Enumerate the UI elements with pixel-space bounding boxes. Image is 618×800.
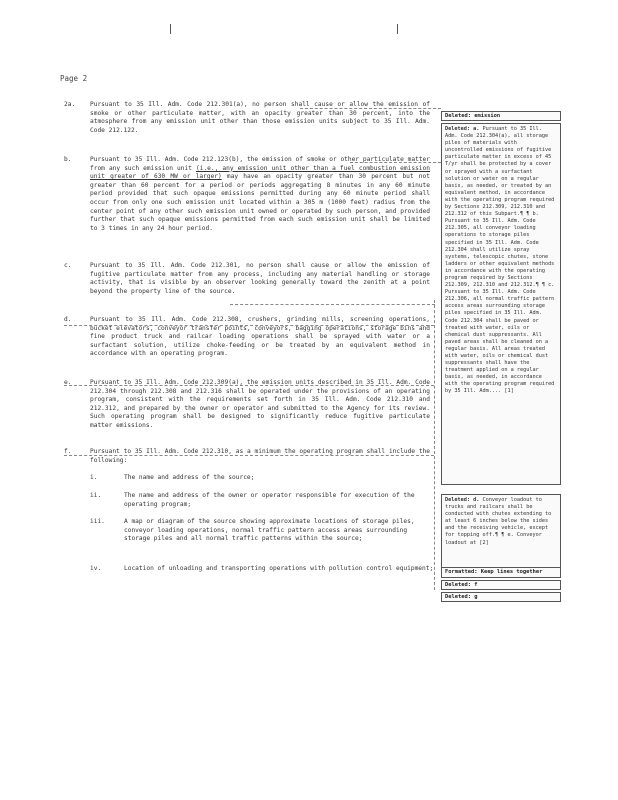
list-item-text: The name and address of the owner or operator responsible for execution of the operating program; <box>124 492 415 508</box>
text-run: Pursuant to 35 Ill. Adm. Code 212.123(b), the emission of smoke or other particulate matter from any such emission unit <box>90 156 430 172</box>
margin-comment-deleted[interactable] <box>441 580 561 590</box>
paragraph-label: 2a. <box>64 101 76 108</box>
comment-text: Conveyor loadout to trucks and railcars shall be conducted with chutes extending to at least 6 inches below the sides and the receiving vehicle, except for topping off.¶ ¶ e. Conveyor loadout at <box>445 497 552 546</box>
paragraph-text <box>90 156 430 233</box>
margin-comment-deleted[interactable] <box>441 592 561 602</box>
comment-leader-line <box>434 300 435 590</box>
margin-comment-deleted[interactable] <box>441 123 561 485</box>
paragraph-label: f. <box>64 448 72 455</box>
comment-title: Deleted: a. <box>445 126 480 132</box>
text-run: may have an opacity greater than 30 percent but not greater than 60 percent for a period or periods aggregating 8 minutes in any 60 minute period provided that such opaque emissions permitted during any 60 minute period shall occur from only one such emission unit located within a 305 m (1000 feet) radius from the center point of any other such emission unit owned or operated by such person, and provided further that such opaque emissions permitted from each such emission unit shall be limited to 3 times in any 24 hour period. <box>90 173 430 232</box>
paragraph-label: c. <box>64 262 72 269</box>
paragraph-label: b. <box>64 156 72 163</box>
comment-text: Pursuant to 35 Ill. Adm. Code 212.304(a), all storage piles of materials with uncontrolled emissions of fugitive particulate matter in excess of 45 T/yr shall be protected by a cover or sprayed with a surfactant solution or water on a regular basis, as needed, or treated by an equivalent method, in accordance with the operating program required by Sections 212.309, 212.310 and 212.312 of this Subpart.¶ ¶ b. Pursuant to 35 Ill. Adm. Code 212.305, all conveyor loading operations to storage piles specified in 35 Ill. Adm. Code 212.304 shall utilize spray systems, telescopic chutes, stone ladders or other equivalent methods in accordance with the operating program required by Sections 212.309, 212.310 and 212.312.¶ ¶ c. Pursuant to 35 Ill. Adm. Code 212.306, all normal traffic pattern access areas surrounding storage piles specified in 35 Ill. Adm. Code 212.304 shall be paved or treated with water, oils or chemical dust suppressants. All paved areas shall be cleaned on a regular basis. All areas treated with water, oils or chemical dust suppressants shall have the treatment applied on a regular basis, as needed, in accordance with the operating program required by 35 Ill. Adm.... <box>445 126 555 395</box>
paragraph-label: d. <box>64 316 72 323</box>
paragraph-text: Pursuant to 35 Ill. Adm. Code 212.301, no person shall cause or allow the emission of fugitive particulate matter from any process, including any material handling or storage activity, that is visible by an observer looking generally toward the zenith at a point beyond the property line of the source. <box>90 262 430 295</box>
punch-mark <box>170 24 171 34</box>
margin-comment-deleted[interactable] <box>441 111 561 121</box>
margin-comment-formatted[interactable] <box>441 567 561 578</box>
comment-title: Deleted: emission <box>445 113 501 119</box>
comment-title: Formatted: Keep lines together <box>445 569 543 575</box>
comment-leader-line <box>64 385 434 386</box>
paragraph-text: Pursuant to 35 Ill. Adm. Code 212.310, as a minimum the operating program shall include the following: <box>90 448 430 464</box>
comment-leader-line <box>350 162 441 163</box>
comment-title: Deleted: d. <box>445 497 480 503</box>
margin-comment-deleted[interactable] <box>441 494 561 570</box>
comment-continuation[interactable]: [1] <box>504 388 514 395</box>
list-item-text: Location of unloading and transporting operations with pollution control equipment; <box>124 565 434 572</box>
punch-mark <box>397 24 398 34</box>
paragraph-text: Pursuant to 35 Ill. Adm. Code 212.308, crushers, grinding mills, screening operations, bucket elevators, conveyor transfer points, conveyors, bagging operations, storage bins and fine product truck and railcar loading operations shall be sprayed with water or a surfactant solution, utilize choke-feeding or be treated by an equivalent method in accordance with an operating program. <box>90 316 430 358</box>
list-item-label: iv. <box>90 565 102 572</box>
comment-leader-line <box>64 325 434 326</box>
paragraph-text: Pursuant to 35 Ill. Adm. Code 212.301(a), no person shall cause or allow the emission of smoke or other particulate matter, with an opacity greater than 30 percent, into the atmosphere from any emission unit other than those emission units subject to 35 Ill. Adm. Code 212.122. <box>90 101 430 134</box>
list-item-label: ii. <box>90 492 102 499</box>
comment-title: Deleted: g <box>445 594 478 600</box>
comment-leader-line <box>300 108 441 109</box>
list-item-label: iii. <box>90 518 105 525</box>
paragraph-text: Pursuant to 35 Ill. Adm. Code 212.309(a), the emission units described in 35 Ill. Adm. Code 212.304 through 212.308 and 212.316 shall be operated under the provisions of an operating program, consistent with the requirements set forth in 35 Ill. Adm. Code 212.310 and 212.312, and prepared by the owner or operator and submitted to the Agency for its review. Such operating program shall be designed to significantly reduce fugitive particulate matter emissions. <box>90 379 430 429</box>
paragraph-label: e. <box>64 379 72 386</box>
comment-title: Deleted: f <box>445 582 478 588</box>
list-item-text: The name and address of the source; <box>124 474 255 481</box>
list-item-text: A map or diagram of the source showing approximate locations of storage piles, conveyor loading operations, normal traffic pattern access areas surrounding storage piles and all normal traffic patterns within the source; <box>124 518 415 543</box>
comment-leader-line <box>64 455 434 456</box>
comment-leader-line <box>230 304 435 305</box>
page-number: Page 2 <box>60 74 88 83</box>
inserted-text: (i.e., any emission unit other than a fuel combustion emission unit greater of 630 MW or larger) <box>90 164 430 181</box>
list-item-label: i. <box>90 474 98 481</box>
comment-continuation[interactable]: [2] <box>479 539 489 546</box>
